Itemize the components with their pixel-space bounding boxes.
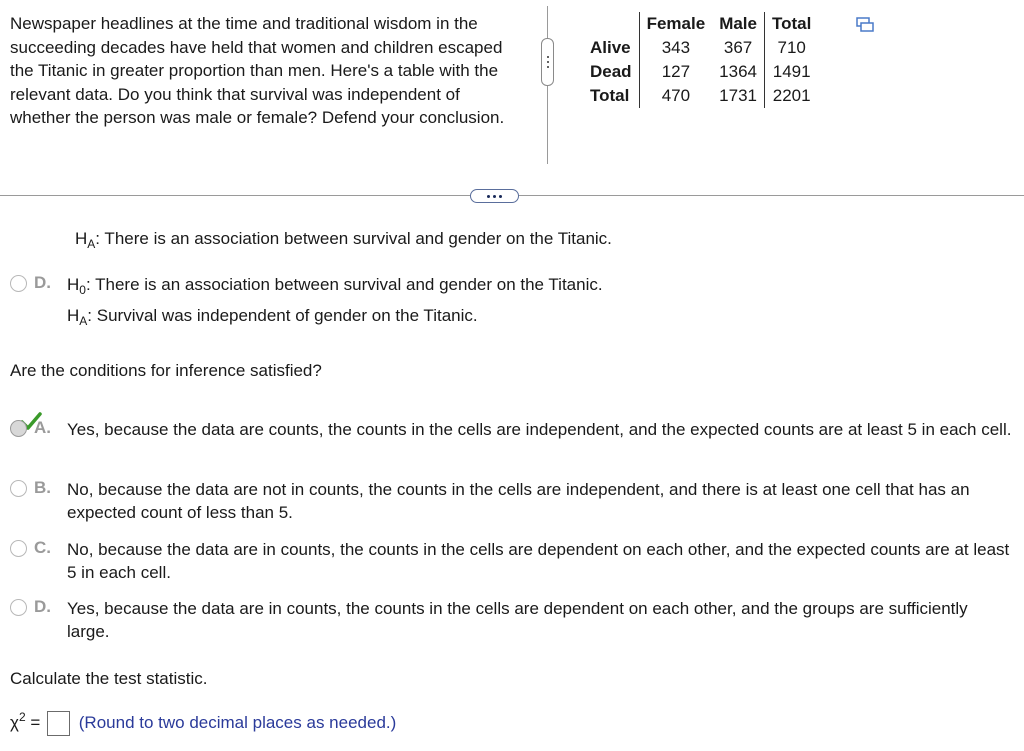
radio-button[interactable] [10,540,27,557]
statistic-prompt: Calculate the test statistic. [10,669,208,688]
option-text [67,273,1012,327]
table-cell: 127 [639,60,712,84]
option-text: Yes, because the data are in counts, the counts in the cells are dependent on each other, and the groups are sufficiently large. [67,599,968,641]
option-letter: B. [34,478,51,497]
problem-statement: Newspaper headlines at the time and traditional wisdom in the succeeding decades have held that women and children escaped the Titanic in greater proportion than men. Here's a table with the relevant data. Do you think that survival was independent of whether the person was male or female? Defend your conclusion. [10,14,505,127]
col-header-male: Male [719,14,757,33]
h-subscript: A [87,237,96,251]
ha-statement [67,304,1012,327]
condition-option-a[interactable] [10,418,1012,441]
table-cell: 1731 [719,86,757,105]
option-letter: C. [34,538,51,557]
horizontal-resize-handle[interactable] [470,189,519,203]
row-header-total: Total [590,86,630,105]
chi-symbol: χ [10,712,19,732]
ha-text: : Survival was independent of gender on the Titanic. [87,306,478,325]
h0-statement [67,273,1012,296]
condition-option-d[interactable] [10,597,1012,643]
table-header-row [584,12,818,36]
h-letter: H [75,229,88,248]
table-row [584,60,818,84]
h-subscript: 0 [79,283,86,297]
option-letter: A. [34,418,51,437]
col-header-total: Total [765,12,819,36]
table-cell: 1364 [719,62,757,81]
h-subscript: A [79,314,88,328]
ha-text: : There is an association between survival and gender on the Titanic. [95,229,612,248]
option-letter: D. [34,273,51,292]
radio-button-selected[interactable] [10,420,27,437]
h-letter: H [67,306,80,325]
h0-text: : There is an association between survival and gender on the Titanic. [85,275,603,294]
col-header-female: Female [639,12,712,36]
row-header-alive: Alive [590,38,631,57]
table-cell: 2201 [765,84,819,108]
chi-square-answer-row [10,711,396,736]
rounding-hint: (Round to two decimal places as needed.) [78,712,397,732]
ha-statement-partial [75,229,612,249]
table-cell: 470 [639,84,712,108]
table-cell: 367 [723,38,753,57]
table-row [584,36,818,60]
option-text: No, because the data are in counts, the counts in the cells are dependent on each other, and the expected counts are at least 5 in each cell. [67,540,1010,582]
radio-button[interactable] [10,599,27,616]
equals-sign: = [30,712,41,732]
copy-icon[interactable] [856,17,874,33]
condition-option-c[interactable] [10,538,1012,584]
table-cell: 343 [639,36,712,60]
conditions-question: Are the conditions for inference satisfied? [10,361,322,380]
chi-power: 2 [18,709,26,724]
titanic-data-table [584,12,818,108]
h-letter: H [67,275,80,294]
radio-button[interactable] [10,480,27,497]
option-text: No, because the data are not in counts, the counts in the cells are independent, and there is at least one cell that has an expected count of less than 5. [67,480,970,522]
table-row [584,84,818,108]
table-cell: 710 [765,36,819,60]
option-text: Yes, because the data are counts, the counts in the cells are independent, and the expected counts are at least 5 in each cell. [67,420,1012,439]
table-corner [584,12,639,36]
hypothesis-option-d[interactable] [10,273,1012,327]
vertical-resize-handle[interactable] [541,38,554,86]
radio-button[interactable] [10,275,27,292]
chi-square-input[interactable] [47,711,70,736]
condition-option-b[interactable] [10,478,1012,524]
option-letter: D. [34,597,51,616]
row-header-dead: Dead [590,62,632,81]
table-cell: 1491 [765,60,819,84]
